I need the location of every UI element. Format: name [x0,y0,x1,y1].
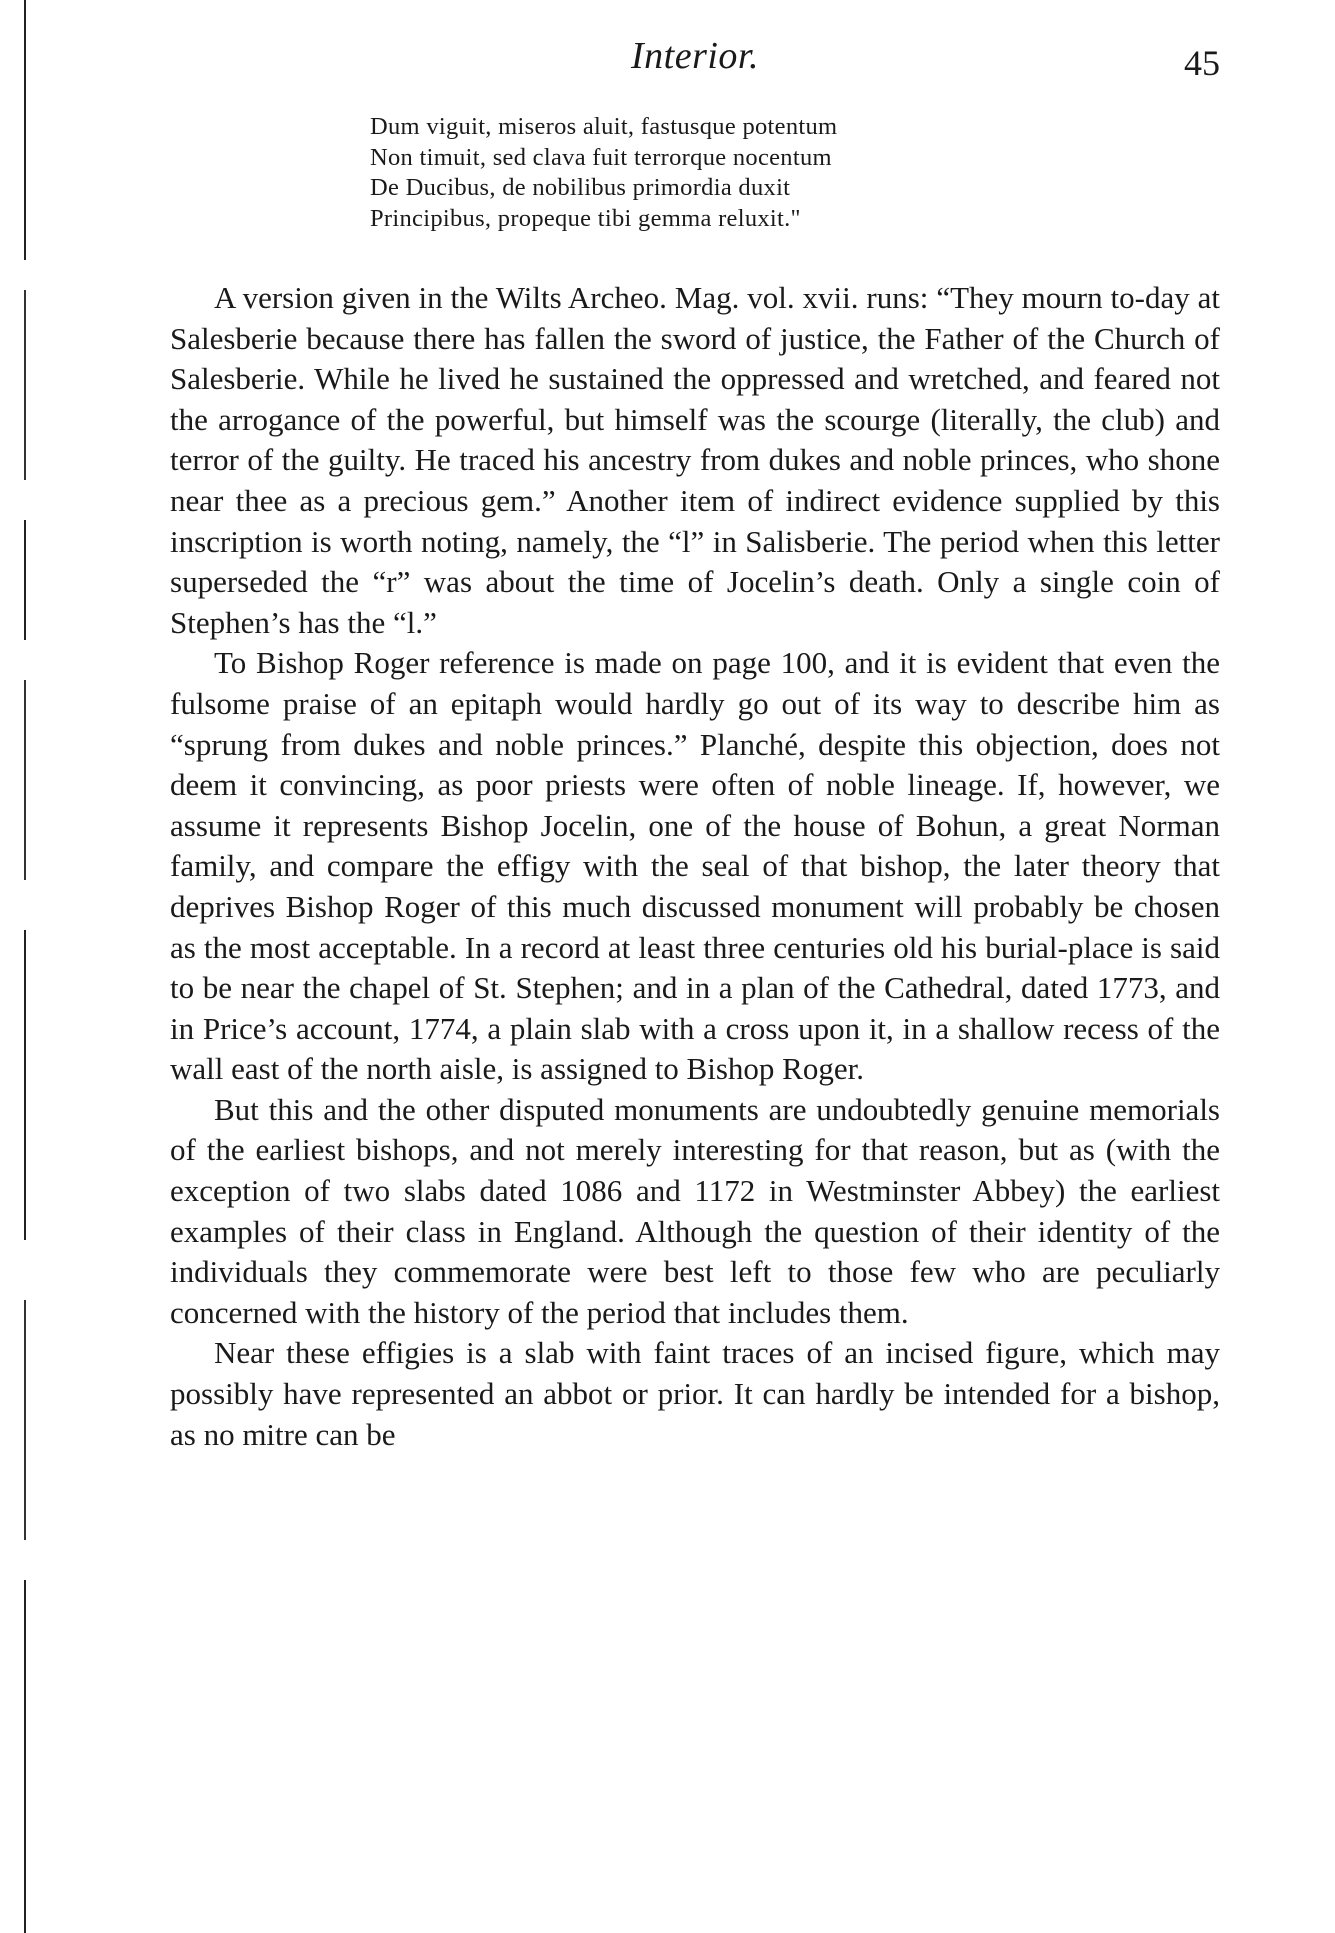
running-title: Interior. [631,35,759,77]
paragraph-bishop-roger: To Bishop Roger reference is made on page 100, and it is evident that even the fulsome praise of an epitaph would hardly go out of its way to describe him as “sprung from dukes and noble princes.” Planché, despite this objection, does not deem it convincing, as poor priests were often of noble lineage. If, however, we assume it represents Bishop Jocelin, one of the house of Bohun, a great Norman family, and compare the effigy with the seal of that bishop, the later theory that deprives Bishop Roger of this much discussed monument will probably be chosen as the most acceptable. In a record at least three centuries old his burial-place is said to be near the chapel of St. Stephen; and in a plan of the Cathedral, dated 1773, and in Price’s account, 1774, a plain slab with a cross upon it, in a shallow recess of the wall east of the north aisle, is assigned to Bishop Roger. [170,645,1220,1087]
binding-edge [24,0,26,1933]
verse-line: Principibus, propeque tibi gemma reluxit." [370,204,801,232]
page-header [170,34,1220,84]
verse-line: Non timuit, sed clava fuit terrorque nocentum [370,143,832,171]
verse-line: Dum viguit, miseros aluit, fastusque potentum [370,113,838,140]
latin-epitaph-verse [370,112,1070,234]
page-number: 45 [1184,43,1220,83]
paragraph-version-translation: A version given in the Wilts Archeo. Mag. vol. xvii. runs: “They mourn to-day at Salesberie because there has fallen the sword of justice, the Father of the Church of Salesberie. While he lived he sustained the oppressed and wretched, and feared not the arrogance of the powerful, but himself was the scourge (literally, the club) and terror of the guilty. He traced his ancestry from dukes and noble princes, who shone near thee as a precious gem.” Another item of indirect evidence supplied by this inscription is worth noting, namely, the “l” in Salisberie. The period when this letter superseded the “r” was about the time of Jocelin’s death. Only a single coin of Stephen’s has the “l.” [170,280,1220,640]
paragraph-disputed-monuments: But this and the other disputed monuments are undoubtedly genuine memorials of the earliest bishops, and not merely interesting for that reason, but as (with the exception of two slabs dated 1086 and 1172 in Westminster Abbey) the earliest examples of their class in England. Although the question of their identity of the individuals they commemorate were best left to those few who are peculiarly concerned with the history of the period that includes them. [170,1091,1220,1330]
body-text [170,278,1220,1455]
paragraph-incised-slab: Near these effigies is a slab with faint traces of an incised figure, which may possibly have represented an abbot or prior. It can hardly be intended for a bishop, as no mitre can be [170,1335,1220,1452]
verse-line: De Ducibus, de nobilibus primordia duxit [370,174,791,201]
